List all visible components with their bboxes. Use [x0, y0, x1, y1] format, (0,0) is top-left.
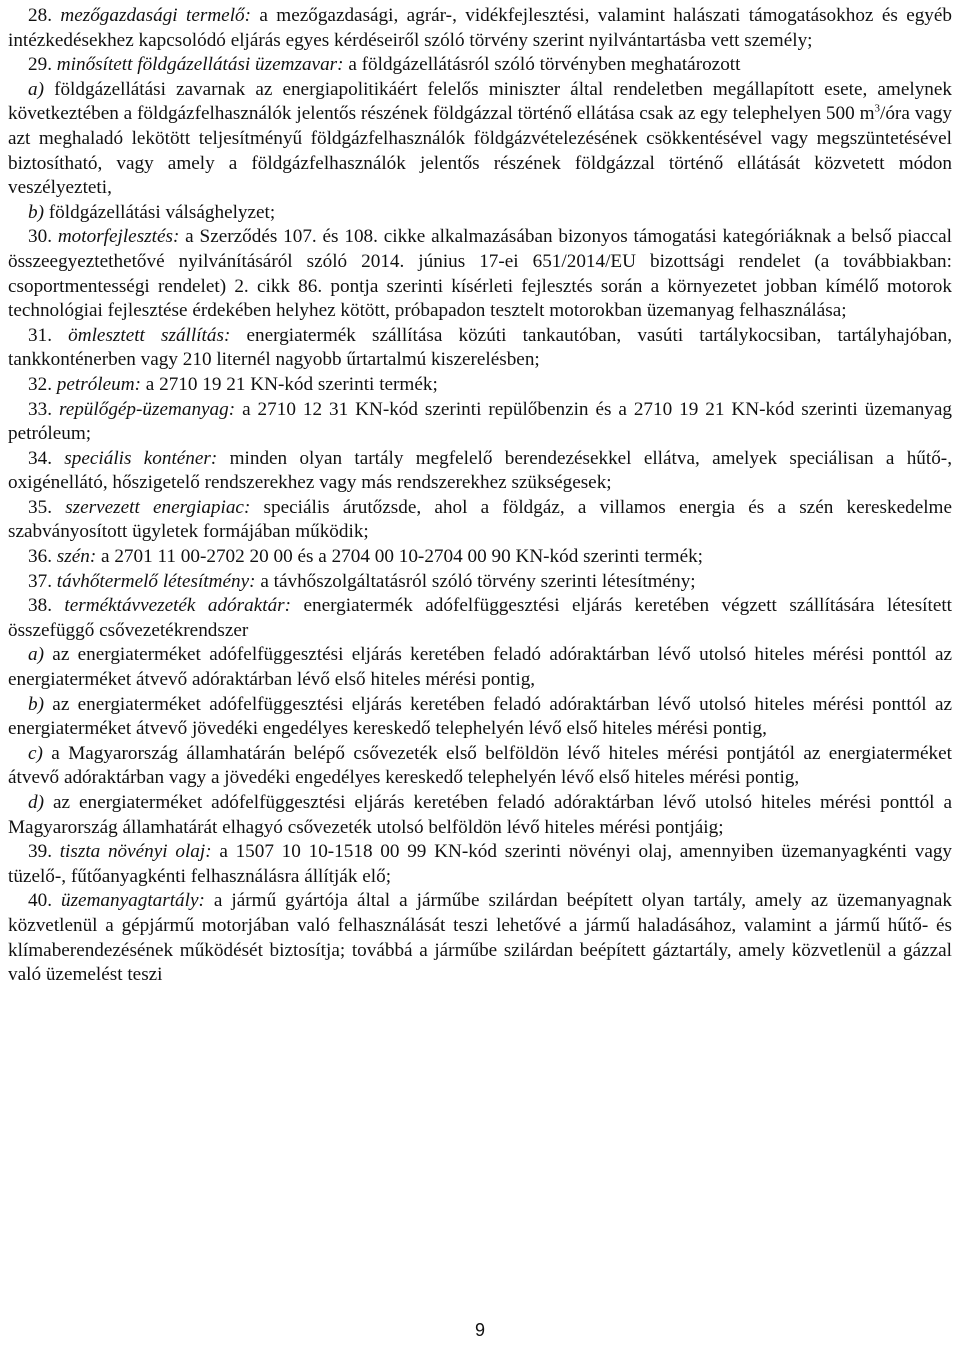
- sub-item-text: az energiaterméket adófelfüggesztési eljárás keretében feladó adóraktárban lévő utolsó hiteles mérési ponttól a Magyarország államhatárát elhagyó csővezeték utolsó belföldön lévő hiteles mérési pontjáig;: [8, 792, 952, 838]
- definition-text: a 1507 10 10-1518 00 99 KN-kód szerinti növényi olaj, amennyiben üzemanyagkénti vagy tüzelő-, fűtőanyagkénti felhasználásra állítják elő;: [8, 841, 953, 887]
- item-number: 37.: [28, 570, 52, 592]
- defined-term: ömlesztett szállítás:: [68, 324, 231, 346]
- definition-28: [8, 4, 952, 53]
- sub-item-text: földgázellátási zavarnak az energiapolitikáért felelős miniszter által rendeletben megállapított esete, amelynek következtében a földgázfelhasználók jelentős részének földgázzal történő ellátása csak az egy telephelyen 500 m: [8, 78, 952, 125]
- sub-item-letter: b): [28, 201, 44, 223]
- definition-text: minden olyan tartály megfelelő berendezésekkel ellátva, amelyek speciálisan a hűtő-, oxigénellátó, hőszigetelő rendszerekhez vagy más rendszerekhez szükségesek;: [8, 447, 952, 494]
- definition-38-c: [8, 742, 952, 791]
- definition-38-a: [8, 643, 952, 692]
- defined-term: repülőgép-üzemanyag:: [58, 398, 236, 420]
- defined-term: szén:: [56, 546, 97, 568]
- definition-29-a: [8, 78, 952, 201]
- defined-term: mezőgazdasági termelő:: [60, 5, 252, 26]
- defined-term: szervezett energiapiac:: [65, 496, 251, 518]
- item-number: 39.: [28, 841, 52, 863]
- definition-text: a mezőgazdasági, agrár-, vidékfejlesztési, valamint halászati támogatásokhoz és egyéb intézkedésekhez kapcsolódó eljárás egyes kérdéseiről szóló törvény szerint nyilvántartásba vett személy;: [8, 5, 953, 51]
- item-number: 40.: [28, 890, 52, 912]
- definition-text: energiatermék adófelfüggesztési eljárás keretében végzett szállítására létesített összefüggő csővezetékrendszer: [8, 595, 952, 641]
- defined-term: távhőtermelő létesítmény:: [56, 570, 256, 592]
- page-number: 9: [474, 1320, 485, 1340]
- definition-37: [8, 570, 952, 595]
- definition-text: a jármű gyártója által a járműbe szilárdan beépített olyan tartály, amely az üzemanyagnak közvetlenül a gépjármű motorjában való felhasználását teszi lehetővé a jármű haladásához, valamint a jármű hűtő- és klímaberendezésének működését biztosítja; továbbá a járműbe szilárdan beépített gáztartály, amely közvetlenül a gázzal való üzemelést teszi: [8, 890, 953, 986]
- definition-30: [8, 225, 952, 323]
- definition-32: [8, 373, 952, 398]
- defined-term: tiszta növényi olaj:: [59, 841, 212, 863]
- definition-38: [8, 594, 952, 643]
- definition-34: [8, 447, 952, 496]
- definition-text: a távhőszolgáltatásról szóló törvény szerinti létesítmény;: [255, 570, 696, 592]
- definition-text: a 2701 11 00-2702 20 00 és a 2704 00 10-2704 00 90 KN-kód szerinti termék;: [96, 546, 704, 568]
- document-page: [8, 4, 952, 988]
- sub-item-text: az energiaterméket adófelfüggesztési eljárás keretében feladó adóraktárban lévő utolsó hiteles mérési ponttól az energiaterméket átvevő adóraktárban lévő első hiteles mérési pontig,: [8, 644, 952, 691]
- definition-36: [8, 545, 952, 570]
- definition-40: [8, 889, 952, 987]
- sub-item-letter: b): [28, 693, 44, 715]
- superscript: 3: [874, 102, 880, 115]
- definition-text: a földgázellátásról szóló törvényben meghatározott: [343, 54, 741, 76]
- sub-item-letter: a): [28, 644, 44, 666]
- defined-term: üzemanyagtartály:: [61, 890, 205, 912]
- sub-item-letter: c): [28, 742, 43, 764]
- definition-38-d: [8, 791, 952, 840]
- definition-29: [8, 53, 952, 78]
- item-number: 35.: [28, 496, 52, 518]
- sub-item-text: az energiaterméket adófelfüggesztési eljárás keretében feladó adóraktárban lévő utolsó hiteles mérési ponttól az energiaterméket átvevő jövedéki engedélyes kereskedő telephelyén lévő első hiteles mérési pontig,: [8, 693, 952, 740]
- sub-item-text: a Magyarország államhatárán belépő csővezeték első belföldön lévő hiteles mérési pontjától az energiaterméket átvevő adóraktárban vagy a jövedéki engedélyes kereskedő telephelyén lévő első hiteles mérési pontig,: [8, 742, 952, 789]
- item-number: 30.: [28, 226, 52, 248]
- definition-33: [8, 398, 952, 447]
- item-number: 31.: [28, 324, 52, 346]
- defined-term: minősített földgázellátási üzemzavar:: [56, 54, 344, 76]
- defined-term: motorfejlesztés:: [57, 226, 180, 248]
- definition-35: [8, 496, 952, 545]
- item-number: 33.: [28, 398, 52, 420]
- item-number: 34.: [28, 447, 52, 469]
- item-number: 32.: [28, 373, 52, 395]
- defined-term: terméktávvezeték adóraktár:: [64, 595, 292, 617]
- item-number: 38.: [28, 595, 52, 617]
- definition-text: a 2710 12 31 KN-kód szerinti repülőbenzin és a 2710 19 21 KN-kód szerinti üzemanyag petróleum;: [8, 398, 953, 445]
- defined-term: petróleum:: [56, 373, 141, 395]
- item-number: 29.: [28, 54, 52, 76]
- defined-term: speciális konténer:: [64, 447, 218, 469]
- definition-text: a Szerződés 107. és 108. cikke alkalmazásában bizonyos támogatási kategóriáknak a belső piaccal összeegyeztethetővé nyilvánításáról szóló 2014. június 17-ei 651/2014/EU bizottsági rendelet (a továbbiakban: csoportmentességi rendelet) 2. cikk 86. pontja szerinti kísérleti fejlesztés során a környezetet jobban kímélő motorok technológiai fejlesztése érdekében helyhez kötött, próbapadon tesztelt motorokban üzemanyag felhasználása;: [8, 226, 953, 322]
- definition-39: [8, 840, 952, 889]
- item-number: 36.: [28, 546, 52, 568]
- sub-item-text-cont: /óra vagy azt meghaladó lekötött teljesítményű földgázfelhasználók földgázvételezésének csökkentésével vagy megszüntetésével biztosítható, vagy amely a földgázfelhasználók jelentős részének földgázzal történő ellátását közvetett módon veszélyezteti,: [8, 103, 952, 199]
- definition-text: speciális árutőzsde, ahol a földgáz, a villamos energia és a szén kereskedelme szabványosított ügyletek formájában működik;: [8, 496, 952, 543]
- sub-item-text: földgázellátási válsághelyzet;: [43, 201, 276, 223]
- definition-text: energiatermék szállítása közúti tankautóban, vasúti tartálykocsiban, tartályhajóban, tankkonténerben vagy 210 liternél nagyobb űrtartalmú kiszerelésben;: [8, 324, 953, 371]
- sub-item-letter: a): [28, 78, 44, 100]
- definition-29-b: [8, 201, 952, 226]
- definition-38-b: [8, 693, 952, 742]
- item-number: 28.: [28, 5, 52, 26]
- definition-text: a 2710 19 21 KN-kód szerinti termék;: [140, 373, 438, 395]
- definition-31: [8, 324, 952, 373]
- sub-item-letter: d): [28, 792, 44, 813]
